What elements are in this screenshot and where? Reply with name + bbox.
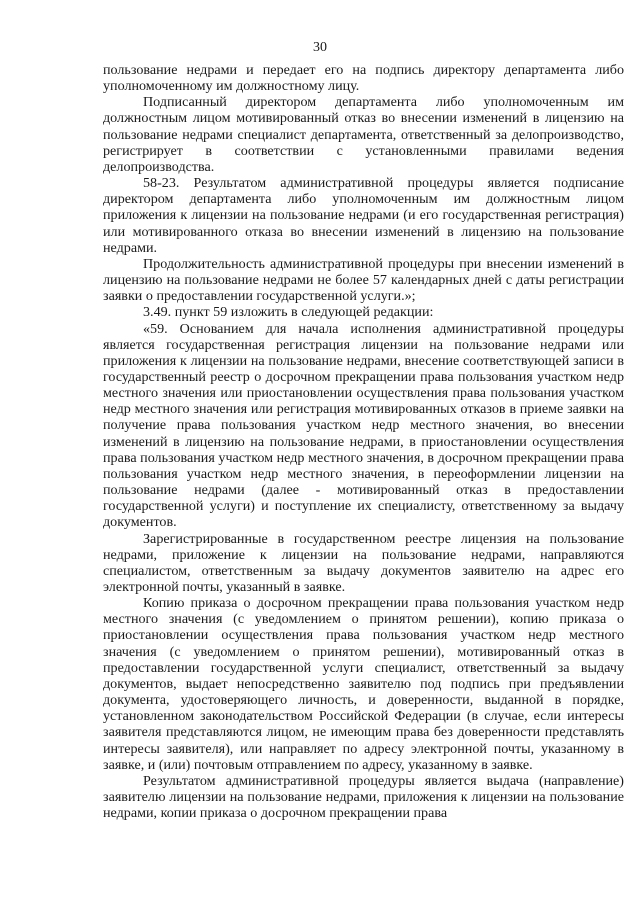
page-number: 30 [313, 40, 327, 55]
paragraph-continuation: пользование недрами и передает его на подпись директору департамента либо уполномоченному им должностному лицу. [103, 62, 624, 95]
paragraph-order-copy: Копию приказа о досрочном прекращении права пользования участком недр местного значения (с уведомлением о принятом решении), копию приказа о приостановлении осуществления права пользования участком недр местного значения (с уведомлением о принятом решении), мотивированный отказ в предоставлении государственной услуги специалист, ответственный за выдачу документов, выдает непосредственно заявителю под подпись при предъявлении документа, удостоверяющего личность, и доверенности, выданной в порядке, установленном законодательством Российской Федерации (в случае, если интересы заявителя представляются лицом, не имеющим права без доверенности представлять интересы заявителя), или направляет по адресу электронной почты, указанному в заявке, и (или) почтовым отправлением по адресу, указанному в заявке. [103, 595, 624, 773]
paragraph-result: Результатом административной процедуры является выдача (направление) заявителю лицензии на пользование недрами, приложения к лицензии на пользование недрами, копии приказа о досрочном прекращении права [103, 772, 624, 822]
document-body [103, 62, 624, 821]
paragraph-59: «59. Основанием для начала исполнения административной процедуры является государственная регистрация лицензии на пользование недрами или приложения к лицензии на пользование недрами, внесение соответствующей записи в государственный реестр о досрочном прекращении права пользования участком недр местного значения или приостановлении осуществления права пользования участком недр местного значения или регистрация мотивированных отказов в приеме заявки на получение права пользования участком недр местного значения, во внесении изменений в лицензию на пользование недрами, в приостановлении осуществления права пользования участком недр местного значения, в досрочном прекращении права пользования участком недр местного значения, в переоформлении лицензии на пользование недрами (далее - мотивированный отказ в предоставлении государственной услуги) и поступление их специалисту, ответственному за выдачу документов. [103, 320, 624, 531]
paragraph-duration: Продолжительность административной процедуры при внесении изменений в лицензию на пользование недрами не более 57 календарных дней с даты регистрации заявки о предоставлении государственной услуги.»; [103, 255, 624, 305]
paragraph-registered-license: Зарегистрированные в государственном реестре лицензия на пользование недрами, приложение к лицензии на пользование недрами, направляются специалистом, ответственным за выдачу документов заявителю на адрес его электронной почты, указанный в заявке. [103, 530, 624, 595]
paragraph-3-49: 3.49. пункт 59 изложить в следующей редакции: [143, 304, 434, 321]
paragraph-58-23: 58-23. Результатом административной процедуры является подписание директором департамента либо уполномоченным им должностным лицом приложения к лицензии на пользование недрами (и его государственная регистрация) или мотивированного отказа во внесении изменений в лицензию на пользование недрами. [103, 175, 624, 256]
paragraph-signed-refusal: Подписанный директором департамента либо уполномоченным им должностным лицом мотивированный отказ во внесении изменений в лицензию на пользование недрами специалист департамента, ответственный за делопроизводство, регистрирует в соответствии с установленными правилами ведения делопроизводства. [103, 94, 624, 175]
